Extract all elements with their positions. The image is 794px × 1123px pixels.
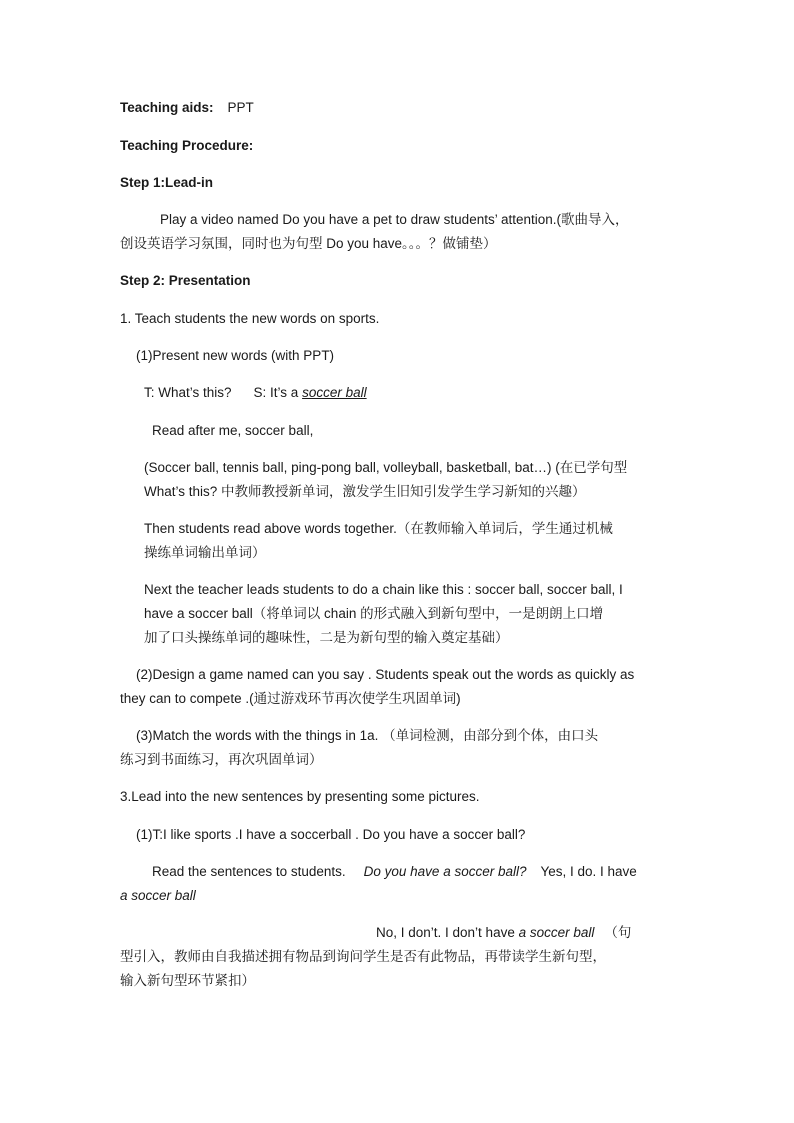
step1-line2: 创设英语学习氛围，同时也为句型 Do you have。。。？做铺垫）	[120, 236, 497, 251]
final-line3: 输入新句型环节紧扣）	[120, 973, 255, 988]
list-line1: (Soccer ball, tennis ball, ping-pong ball, volleyball, basketball, bat…) (在已学句型	[144, 460, 628, 475]
list-line2: What’s this? 中教师教授新单词，激发学生旧知引发学生学习新知的兴趣）	[144, 484, 586, 499]
teaching-procedure-heading: Teaching Procedure:	[120, 138, 254, 153]
sub2-line2: they can to compete .(通过游戏环节再次使学生巩固单词)	[120, 691, 461, 706]
step2-item1: 1. Teach students the new words on sports.	[120, 311, 380, 326]
next-line3: 加了口头操练单词的趣味性，二是为新句型的输入奠定基础）	[144, 630, 509, 645]
dialog-answer: soccer ball	[302, 385, 367, 400]
no-answer: No, I don’t. I don’t have	[376, 925, 515, 940]
teaching-aids-value: PPT	[227, 100, 254, 115]
step2-item3: 3.Lead into the new sentences by presenting some pictures.	[120, 789, 480, 804]
sub3-line2: 练习到书面练习，再次巩固单词）	[120, 752, 323, 767]
no-answer-object: a soccer ball	[518, 925, 595, 940]
dialog-line	[144, 381, 373, 405]
read-sentences-line	[152, 860, 637, 884]
dialog-teacher: T: What’s this?	[144, 385, 232, 400]
step1-line1: Play a video named Do you have a pet to draw students’ attention.(歌曲导入，	[160, 212, 629, 227]
yes-answer-object: a soccer ball	[120, 888, 196, 903]
teaching-aids-label: Teaching aids:	[120, 100, 214, 115]
no-answer-note: （句	[604, 925, 632, 940]
step2-heading: Step 2: Presentation	[120, 273, 251, 288]
step2-sub1: (1)Present new words (with PPT)	[136, 348, 335, 363]
no-answer-line	[376, 921, 631, 945]
dialog-student: S: It’s a	[253, 385, 299, 400]
next-line1: Next the teacher leads students to do a chain like this : soccer ball, soccer ball, I	[144, 582, 623, 597]
step1-heading: Step 1:Lead-in	[120, 175, 214, 190]
final-line2: 型引入，教师由自我描述拥有物品到询问学生是否有此物品，再带读学生新句型，	[120, 949, 606, 964]
sub3-line1: (3)Match the words with the things in 1a. （单词检测，由部分到个体，由口头	[136, 728, 599, 743]
question-italic: Do you have a soccer ball?	[363, 864, 527, 879]
read-after-line: Read after me, soccer ball,	[152, 423, 314, 438]
read-sentences: Read the sentences to students.	[152, 864, 346, 879]
teaching-aids-line	[120, 96, 254, 120]
yes-answer: Yes, I do. I have	[540, 864, 637, 879]
then-line2: 操练单词输出单词）	[144, 545, 266, 560]
item3-sub1: (1)T:I like sports .I have a soccerball . Do you have a soccer ball?	[136, 827, 526, 842]
then-line1: Then students read above words together.（在教师输入单词后，学生通过机械	[144, 521, 613, 536]
next-line2: have a soccer ball（将单词以 chain 的形式融入到新句型中，一是朗朗上口增	[144, 606, 604, 621]
sub2-line1: (2)Design a game named can you say . Students speak out the words as quickly as	[136, 667, 635, 682]
